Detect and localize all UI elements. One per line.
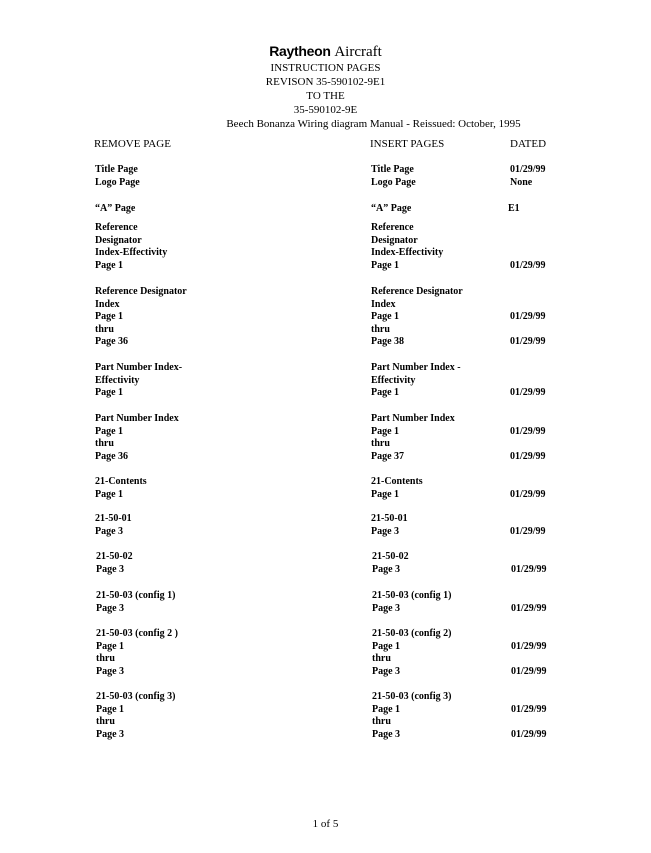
insert-entry-line: Page 1 [371, 259, 400, 271]
raytheon-wordmark: Raytheon [269, 43, 331, 59]
remove-entry [96, 590, 175, 615]
insert-entry [372, 628, 451, 678]
remove-entry [95, 222, 167, 272]
insert-entry-line: Title Page [371, 164, 414, 175]
remove-entry-line: Page 3 [96, 602, 125, 614]
insert-entry-line: thru [371, 323, 390, 335]
remove-entry-line: Page 3 [95, 525, 124, 537]
insert-entry-line: Page 1 [371, 387, 400, 399]
insert-column-header: INSERT PAGES [370, 138, 445, 150]
dated-value: 01/29/99 [511, 640, 547, 652]
insert-entry-line: Part Number Index - [371, 362, 461, 373]
dated-value: 01/29/99 [510, 525, 546, 537]
dated-value: 01/29/99 [511, 703, 547, 715]
insert-entry-line: 21-50-02 [372, 551, 409, 562]
insert-entry-line: thru [371, 438, 390, 450]
dated-column-header: DATED [510, 138, 547, 150]
header-line: 35-590102-9E [293, 104, 358, 116]
dated-value: 01/29/99 [510, 311, 546, 323]
remove-entry-line: 21-50-01 [95, 513, 132, 524]
remove-entry [96, 628, 178, 678]
header-line: INSTRUCTION PAGES [270, 62, 381, 74]
remove-entry-line: 21-50-03 (config 2 ) [96, 628, 178, 639]
remove-entry-line: Page 1 [95, 425, 124, 437]
insert-entry-line: Reference [371, 222, 414, 233]
remove-entry-line: Index-Effectivity [95, 247, 168, 259]
dated-value: 01/29/99 [510, 336, 546, 348]
dated-value: 01/29/99 [510, 387, 546, 399]
insert-entry-line: Logo Page [371, 176, 416, 188]
remove-entry-line: Logo Page [95, 176, 140, 188]
remove-entry-line: Effectivity [95, 374, 140, 386]
remove-entry-line: 21-50-02 [96, 551, 133, 562]
insert-entry-line: thru [372, 716, 391, 728]
remove-entry-line: Page 3 [96, 665, 125, 677]
remove-entry [95, 513, 132, 538]
remove-entry-line: 21-Contents [95, 476, 147, 487]
remove-entry-line: thru [95, 438, 114, 450]
remove-column-header: REMOVE PAGE [94, 138, 171, 150]
remove-entry-line: Page 1 [96, 640, 125, 652]
insert-entry-line: Page 3 [372, 728, 401, 740]
remove-entry [95, 476, 147, 501]
remove-entry [96, 551, 133, 576]
insert-entry-line: 21-50-03 (config 2) [372, 628, 452, 639]
insert-entry-line: Page 1 [372, 640, 401, 652]
remove-entry-line: “A” Page [95, 203, 136, 214]
insert-entry-line: 21-50-03 (config 1) [372, 590, 452, 601]
insert-entry-line: “A” Page [371, 203, 412, 214]
insert-entry [371, 286, 463, 349]
remove-entry [95, 164, 140, 189]
dated-value: 01/29/99 [511, 665, 547, 677]
insert-entry-line: Page 1 [371, 425, 400, 437]
insert-entry-line: Reference Designator [371, 286, 463, 297]
remove-entry [95, 286, 187, 349]
remove-entry-line: Part Number Index [95, 413, 179, 424]
insert-entry-line: Part Number Index [371, 413, 455, 424]
header-line: TO THE [306, 90, 345, 102]
dated-value: 01/29/99 [511, 602, 547, 614]
brand-logo [0, 42, 651, 61]
insert-entry [372, 590, 451, 615]
insert-entry-line: 21-Contents [371, 476, 423, 487]
insert-entry-line: Page 3 [371, 525, 400, 537]
remove-entry [95, 362, 182, 400]
insert-entry-line: Index-Effectivity [371, 247, 444, 259]
remove-entry-line: thru [95, 323, 114, 335]
insert-entry-line: Designator [371, 234, 418, 246]
remove-entry-line: 21-50-03 (config 3) [96, 691, 176, 702]
insert-entry-line: Effectivity [371, 374, 416, 386]
remove-entry-line: Designator [95, 234, 142, 246]
brand-suffix: Aircraft [334, 44, 382, 60]
remove-entry-line: 21-50-03 (config 1) [96, 590, 176, 601]
remove-entry-line: Page 3 [96, 728, 125, 740]
insert-entry [371, 362, 461, 400]
insert-entry [371, 476, 423, 501]
insert-entry [371, 222, 443, 272]
insert-entry-line: Page 1 [371, 311, 400, 323]
dated-value: 01/29/99 [511, 728, 547, 740]
insert-entry-line: Page 3 [372, 602, 401, 614]
insert-entry-line: thru [372, 653, 391, 665]
remove-entry-line: Reference Designator [95, 286, 187, 297]
insert-entry-line: 21-50-01 [371, 513, 408, 524]
remove-entry-line: Page 1 [95, 311, 124, 323]
remove-entry-line: Page 36 [95, 450, 129, 462]
remove-entry-line: Page 3 [96, 563, 125, 575]
dated-value: 01/29/99 [510, 488, 546, 500]
insert-entry-line: Index [371, 298, 396, 310]
remove-entry-line: Title Page [95, 164, 138, 175]
insert-entry [371, 513, 408, 538]
remove-entry-line: Page 1 [96, 703, 125, 715]
remove-entry-line: thru [96, 653, 115, 665]
remove-entry-line: Reference [95, 222, 138, 233]
insert-entry-line: Page 1 [371, 488, 400, 500]
remove-entry-line: thru [96, 716, 115, 728]
insert-entry-line: Page 37 [371, 450, 405, 462]
dated-value: 01/29/99 [510, 259, 546, 271]
remove-entry [95, 203, 135, 216]
insert-entry-line: Page 1 [372, 703, 401, 715]
remove-entry-line: Page 1 [95, 259, 124, 271]
insert-entry [372, 551, 409, 576]
remove-entry-line: Page 1 [95, 488, 124, 500]
insert-entry [371, 203, 411, 216]
insert-entry-line: Page 38 [371, 336, 405, 348]
manual-title: Beech Bonanza Wiring diagram Manual - Reissued: October, 1995 [226, 118, 521, 130]
dated-value: E1 [508, 203, 520, 214]
insert-entry [371, 413, 455, 463]
remove-entry-line: Part Number Index- [95, 362, 183, 373]
remove-entry-line: Index [95, 298, 120, 310]
insert-entry [372, 691, 451, 741]
remove-entry [96, 691, 175, 741]
remove-entry [95, 413, 179, 463]
dated-value: None [510, 176, 533, 188]
header-line: REVISON 35-590102-9E1 [265, 76, 386, 88]
dated-value: 01/29/99 [511, 563, 547, 575]
insert-entry-line: Page 3 [372, 563, 401, 575]
remove-entry-line: Page 36 [95, 336, 129, 348]
dated-value: 01/29/99 [510, 450, 546, 462]
insert-entry-line: Page 3 [372, 665, 401, 677]
insert-entry-line: 21-50-03 (config 3) [372, 691, 452, 702]
page-number: 1 of 5 [312, 818, 339, 830]
insert-entry [371, 164, 416, 189]
remove-entry-line: Page 1 [95, 387, 124, 399]
dated-value: 01/29/99 [510, 164, 546, 175]
dated-value: 01/29/99 [510, 425, 546, 437]
document-header [0, 42, 651, 131]
